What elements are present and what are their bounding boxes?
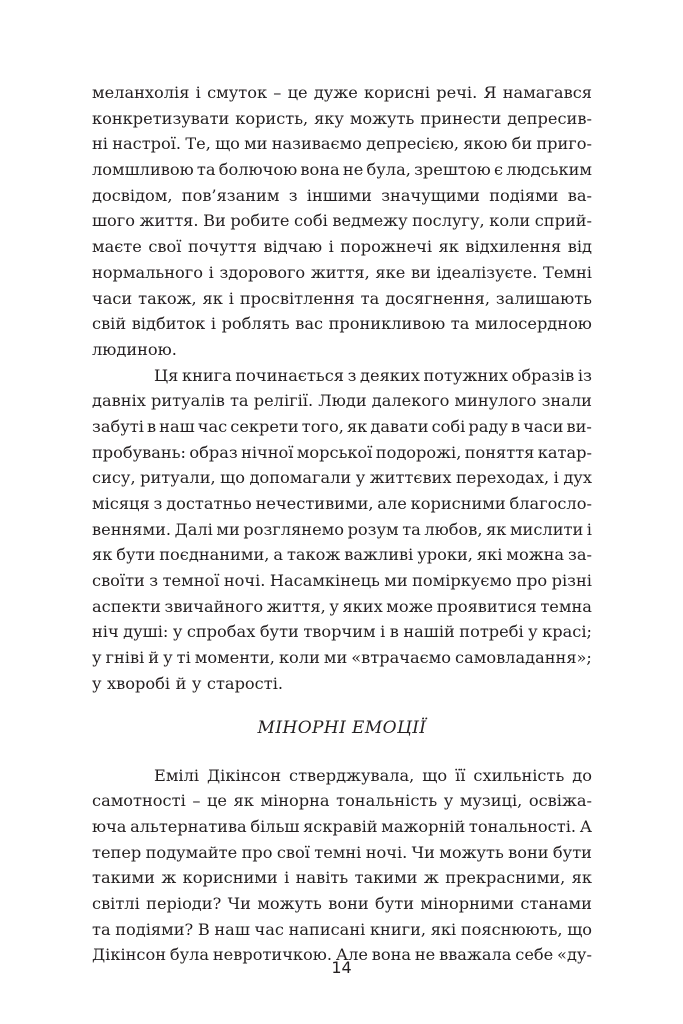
text-line: меланхолія і смуток – це дуже корисні речі. Я намагався [92, 83, 592, 102]
text-line: світлі періоди? Чи можуть вони бути мінорними станами [92, 893, 592, 913]
text-line: тепер подумайте про свої темні ночі. Чи можуть вони бути [92, 842, 592, 862]
text-line: аспекти звичайного життя, у яких може проявитися темна [92, 596, 592, 616]
body-text [92, 80, 592, 968]
text-line: веннями. Далі ми розглянемо розум та любов, як мислити і [92, 519, 592, 539]
text-line: у хворобі й у старості. [92, 673, 284, 693]
text-line: сису, ритуали, що допомагали у життєвих переходах, і дух [92, 468, 592, 488]
text-line: досвідом, пов’язаним з іншими значущими подіями ва- [92, 185, 592, 205]
text-line: Ця книга починається з деяких потужних образів із [154, 365, 592, 385]
text-line: самотності – це як мінорна тональність у музиці, освіжа- [92, 791, 592, 811]
text-line: Емілі Дікінсон стверджувала, що її схильність до [154, 765, 592, 785]
text-line: ніч душі: у спробах бути творчим і в нашій потребі у красі; [92, 622, 592, 642]
text-line: юча альтернатива більш яскравій мажорній тональності. А [92, 816, 592, 836]
text-line: місяця з достатньо нечестивими, але корисними благосло- [92, 494, 592, 513]
paragraph-3 [92, 763, 592, 969]
text-line: як бути поєднаними, а також важливі уроки, які можна за- [92, 545, 592, 565]
text-line: нормального і здорового життя, яке ви ідеалізуєте. Темні [92, 262, 592, 282]
paragraph-2 [92, 363, 592, 697]
text-line: шого життя. Ви робите собі ведмежу послугу, коли сприй- [92, 211, 592, 231]
text-line: Дікінсон була невротичкою. Але вона не вважала себе «ду- [92, 945, 592, 965]
text-line: ні настрої. Те, що ми називаємо депресією, якою би приго- [92, 134, 592, 154]
text-line: пробувань: образ нічної морської подорожі, поняття катар- [92, 442, 592, 462]
text-line: у гніві й у ті моменти, коли ми «втрачаємо самовладання»; [92, 648, 592, 668]
text-line: ломшливою та болючою вона не була, зрештою є людським [92, 160, 592, 180]
text-line: та подіями? В наш час написані книги, які пояснюють, що [92, 919, 592, 939]
section-heading: МІНОРНІ ЕМОЦІЇ [257, 717, 427, 738]
text-line: часи також, як і просвітлення та досягнення, залишають [92, 288, 592, 308]
text-line: такими ж корисними і навіть такими ж прекрасними, як [92, 868, 592, 888]
text-line: забуті в наш час секрети того, як давати собі раду в часи ви- [92, 416, 592, 436]
text-line: конкретизувати користь, яку можуть принести депресив- [92, 108, 592, 128]
text-line: свій відбиток і роблять вас проникливою та милосердною [92, 314, 592, 334]
text-line: давніх ритуалів та релігії. Люди далекого минулого знали [92, 391, 592, 411]
text-line: людиною. [92, 339, 177, 359]
paragraph-1 [92, 80, 592, 363]
page-number: 14 [331, 958, 352, 977]
text-line: маєте свої почуття відчаю і порожнечі як відхилення від [92, 237, 592, 257]
text-line: своїти з темної ночі. Насамкінець ми поміркуємо про різні [92, 571, 592, 591]
